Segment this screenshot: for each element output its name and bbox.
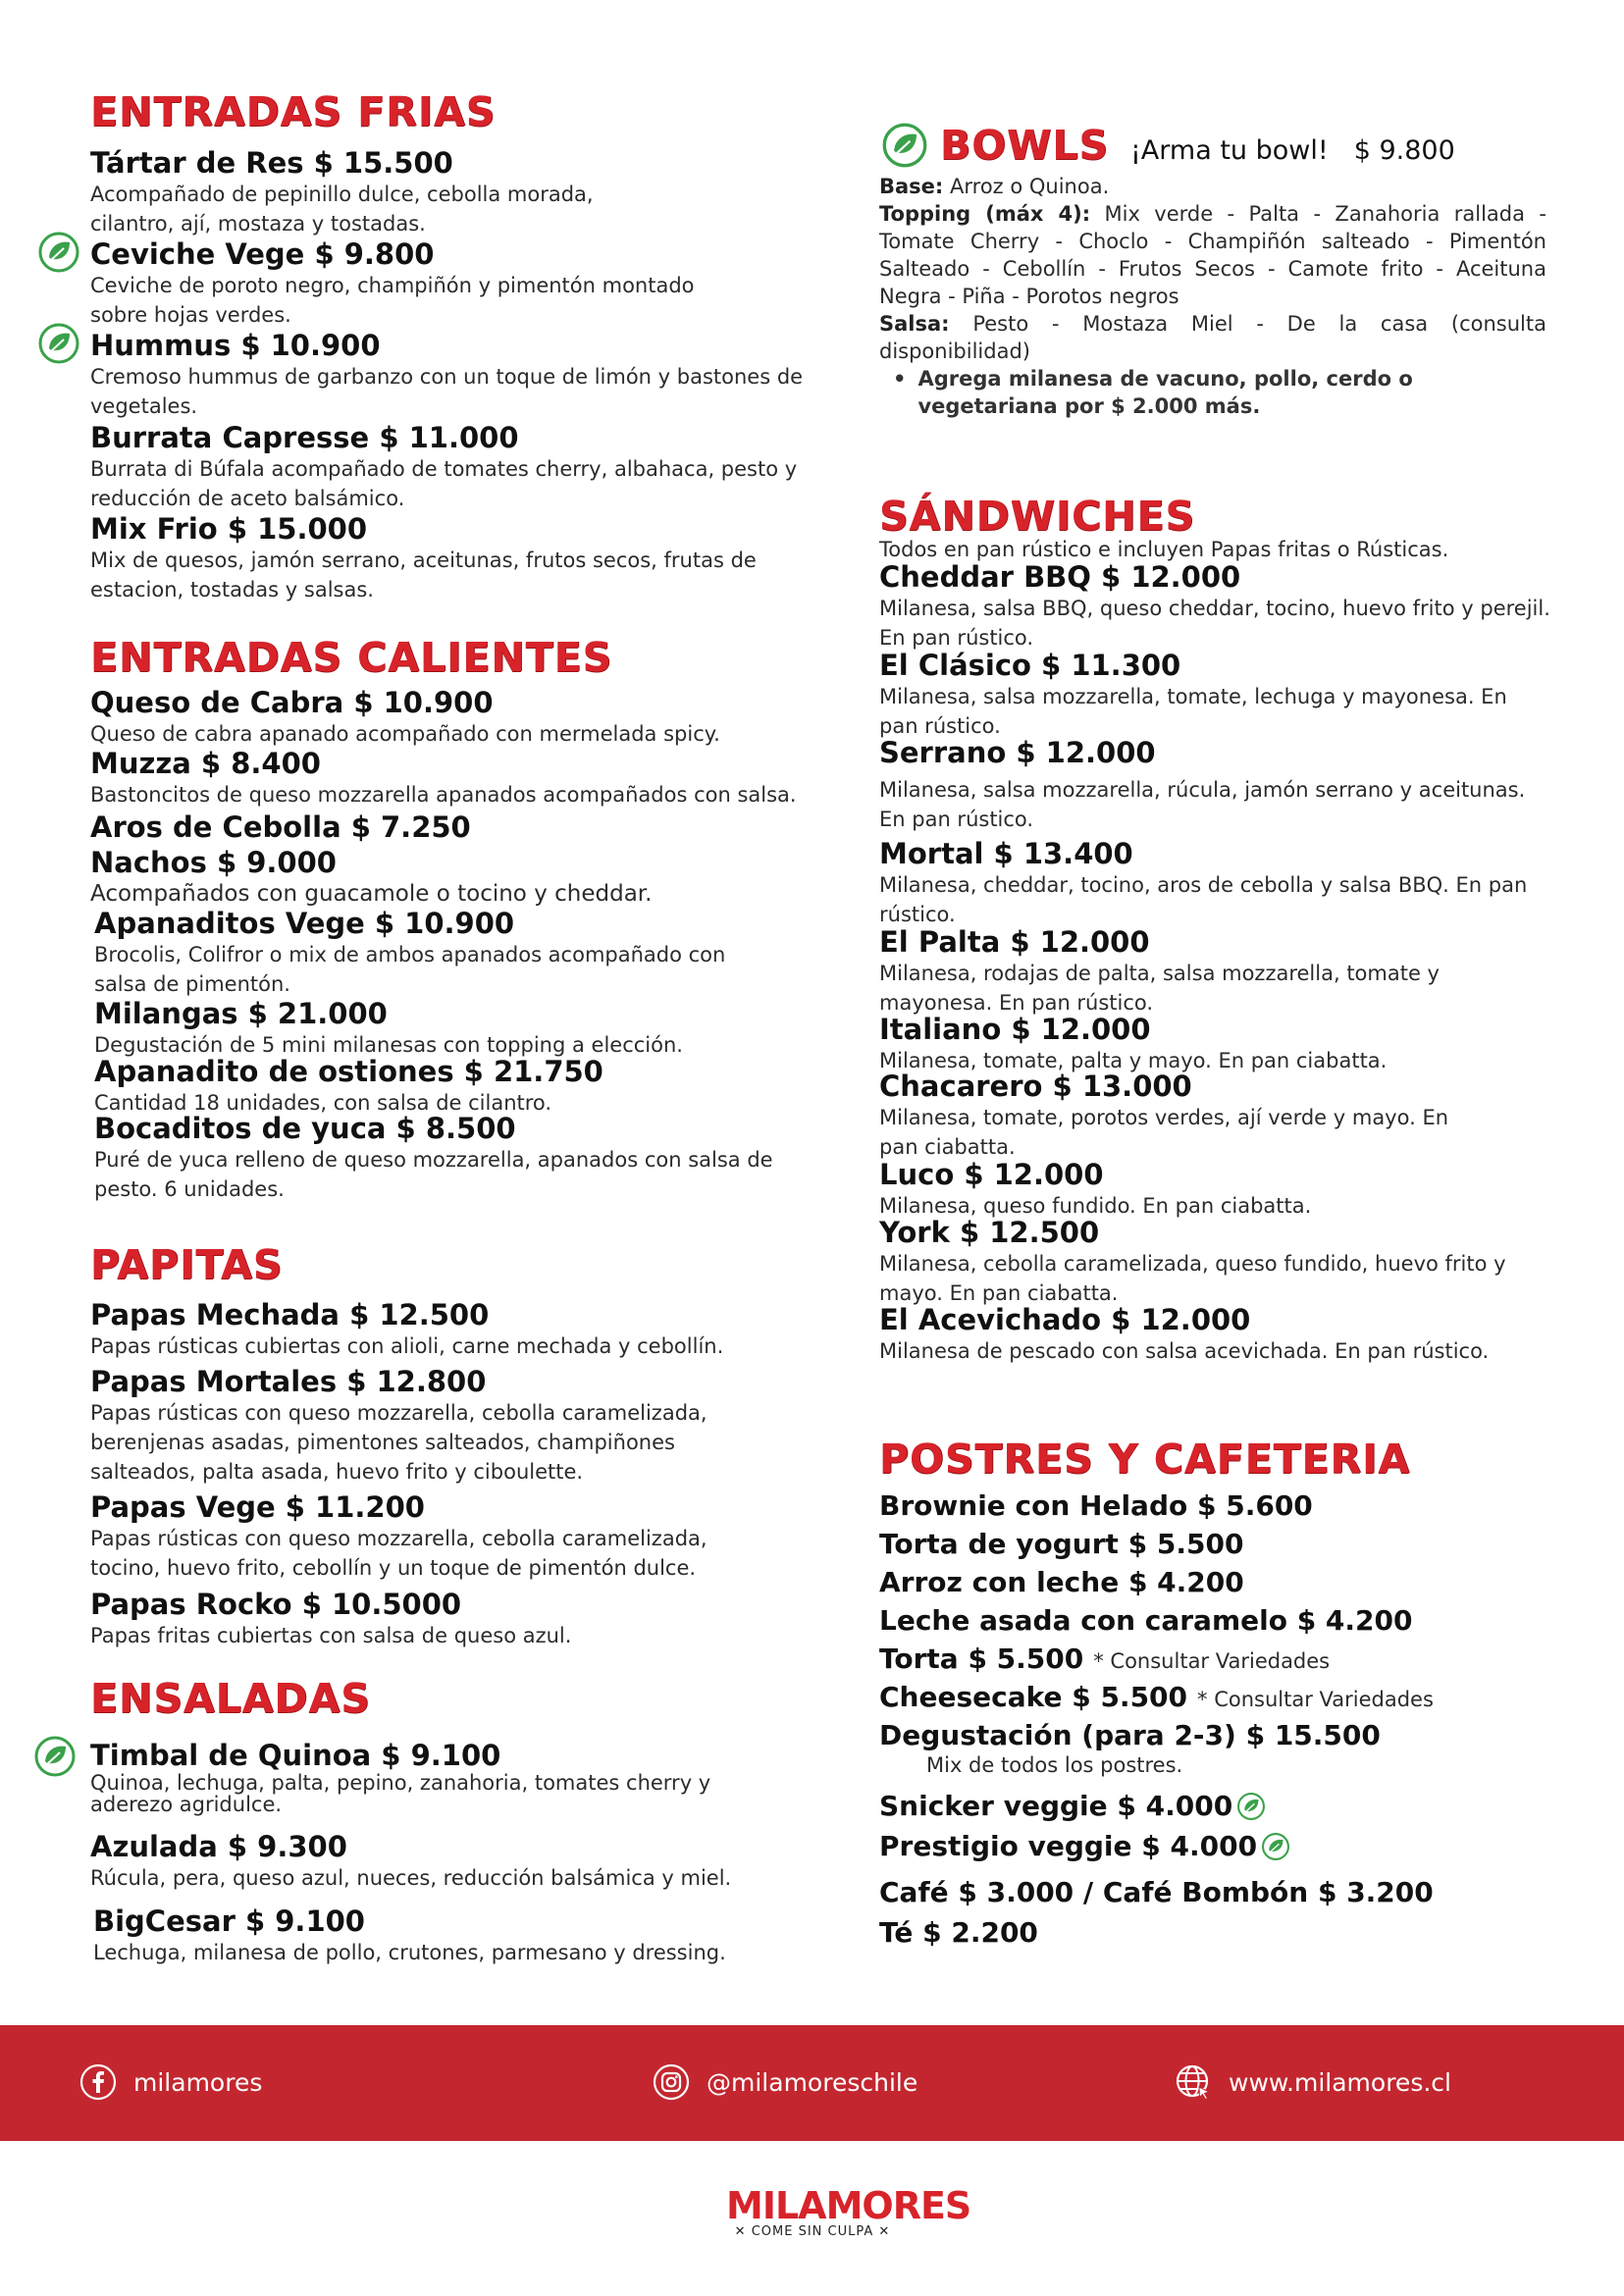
dessert-item <box>879 1528 1243 1560</box>
menu-item <box>94 908 732 999</box>
item-desc: Milanesa, salsa mozzarella, rúcula, jamón serrano y aceitunas. En pan rústico. <box>879 778 1526 831</box>
dessert-item <box>879 1719 1381 1751</box>
item-desc: Papas rústicas con queso mozzarella, cebolla caramelizada, berenjenas asadas, pimentones salteados, champiñones salteados, palta asada, huevo frito y ciboulette. <box>90 1401 707 1484</box>
bowls-price: $ 9.800 <box>1353 135 1455 166</box>
item-name: Ceviche Vege $ 9.800 <box>90 237 435 271</box>
item-name: Snicker veggie $ 4.000 <box>879 1790 1233 1822</box>
item-desc: Papas rústicas con queso mozzarella, cebolla caramelizada, tocino, huevo frito, cebollín y un toque de pimentón dulce. <box>90 1527 707 1580</box>
menu-item <box>90 1491 738 1583</box>
item-name: Papas Rocko $ 10.5000 <box>90 1588 462 1621</box>
logo-tagline <box>726 2225 899 2239</box>
section-title-postres: POSTRES Y CAFETERIA <box>879 1435 1411 1483</box>
menu-item <box>879 561 1566 652</box>
bowls-salsa-label: Salsa: <box>879 312 950 336</box>
item-desc: Burrata di Búfala acompañado de tomates cherry, albahaca, pesto y reducción de aceto balsámico. <box>90 457 798 510</box>
bowls-base-label: Base: <box>879 175 944 198</box>
item-name: Burrata Capresse $ 11.000 <box>90 421 519 454</box>
bowls-salsa <box>879 310 1546 365</box>
menu-item <box>90 1831 816 1893</box>
globe-icon <box>1174 2062 1213 2102</box>
dessert-item <box>879 1876 1434 1908</box>
menu-item <box>90 330 807 421</box>
section-title-entradas-calientes: ENTRADAS CALIENTES <box>90 634 613 681</box>
dessert-item <box>879 1681 1434 1713</box>
item-name: Nachos $ 9.000 <box>90 846 337 879</box>
menu-item <box>90 422 807 513</box>
menu-item <box>94 1113 811 1204</box>
item-desc: Milanesa, salsa mozzarella, tomate, lechuga y mayonesa. En pan rústico. <box>879 685 1507 738</box>
menu-item <box>90 1740 718 1815</box>
item-name: Torta de yogurt $ 5.500 <box>879 1528 1244 1560</box>
facebook-handle: milamores <box>133 2067 263 2097</box>
menu-item <box>879 1304 1566 1366</box>
item-name: BigCesar $ 9.100 <box>93 1905 365 1938</box>
logo-brand: MILAMORES <box>726 2184 971 2227</box>
vegetarian-leaf-icon <box>33 1735 77 1778</box>
item-name: El Palta $ 12.000 <box>879 925 1150 959</box>
menu-item <box>879 650 1527 741</box>
dessert-item <box>879 1489 1313 1522</box>
section-title-bowls: BOWLS <box>940 122 1109 169</box>
item-desc: Rúcula, pera, queso azul, nueces, reducción balsámica y miel. <box>90 1866 732 1890</box>
dessert-item <box>879 1830 1290 1862</box>
bowls-salsa-text: Pesto - Mostaza Miel - De la casa (consulta disponibilidad) <box>879 312 1546 363</box>
item-name: Aros de Cebolla $ 7.250 <box>90 810 471 844</box>
item-desc: Milanesa, rodajas de palta, salsa mozzarella, tomate y mayonesa. En pan rústico. <box>879 962 1440 1015</box>
item-desc: Degustación de 5 mini milanesas con topping a elección. <box>94 1033 683 1057</box>
dessert-item <box>879 1604 1413 1637</box>
item-name: Queso de Cabra $ 10.900 <box>90 686 494 719</box>
menu-item <box>879 1014 1556 1075</box>
item-desc: Milanesa, tomate, palta y mayo. En pan ciabatta. <box>879 1049 1388 1072</box>
item-name: Muzza $ 8.400 <box>90 747 321 780</box>
item-desc: Cantidad 18 unidades, con salsa de cilantro. <box>94 1091 552 1115</box>
dessert-item <box>879 1916 1038 1949</box>
item-name: Hummus $ 10.900 <box>90 329 381 362</box>
logo-tagline-text: COME SIN CULPA <box>751 2224 874 2239</box>
dessert-item <box>879 1790 1266 1822</box>
item-desc: Ceviche de poroto negro, champiñón y pimentón montado sobre hojas verdes. <box>90 274 695 327</box>
item-name: Chacarero $ 13.000 <box>879 1070 1192 1103</box>
item-desc: Milanesa, cebolla caramelizada, queso fundido, huevo frito y mayo. En pan ciabatta. <box>879 1252 1506 1305</box>
vegetarian-leaf-icon <box>1261 1832 1290 1861</box>
vegetarian-leaf-icon <box>37 322 80 365</box>
item-desc: Milanesa, salsa BBQ, queso cheddar, tocino, huevo frito y perejil. En pan rústico. <box>879 597 1550 650</box>
item-note: * Consultar Variedades <box>1197 1688 1434 1711</box>
bowls-subtitle: ¡Arma tu bowl! <box>1129 135 1329 166</box>
bullet-icon: • <box>893 367 907 391</box>
menu-item <box>90 147 659 238</box>
item-name: Papas Vege $ 11.200 <box>90 1490 425 1524</box>
sandwiches-intro: Todos en pan rústico e incluyen Papas fritas o Rústicas. <box>879 538 1449 561</box>
section-title-papitas: PAPITAS <box>90 1241 284 1288</box>
menu-item <box>90 748 836 809</box>
menu-item <box>879 838 1556 929</box>
website-url: www.milamores.cl <box>1229 2067 1451 2097</box>
item-name: Té $ 2.200 <box>879 1916 1038 1949</box>
item-name: Tártar de Res $ 15.500 <box>90 146 453 180</box>
item-name: Serrano $ 12.000 <box>879 736 1156 769</box>
vegetarian-leaf-icon <box>1236 1792 1266 1821</box>
menu-item <box>90 513 807 604</box>
bowls-header <box>940 122 1455 169</box>
menu-item <box>90 811 471 844</box>
degustacion-desc: Mix de todos los postres. <box>926 1753 1183 1777</box>
item-desc: Lechuga, milanesa de pollo, crutones, parmesano y dressing. <box>93 1941 726 1964</box>
menu-item <box>90 1366 728 1487</box>
dessert-item <box>879 1643 1330 1675</box>
menu-item <box>90 1589 816 1650</box>
website-link[interactable] <box>1174 2062 1451 2102</box>
bowls-extra-text: Agrega milanesa de vacuno, pollo, cerdo o vegetariana por $ 2.000 más. <box>917 367 1413 418</box>
item-name: Timbal de Quinoa $ 9.100 <box>90 1739 501 1772</box>
item-name: Italiano $ 12.000 <box>879 1013 1151 1046</box>
instagram-icon <box>652 2062 691 2102</box>
item-desc: Bastoncitos de queso mozzarella apanados acompañados con salsa. <box>90 783 797 807</box>
item-desc: Cremoso hummus de garbanzo con un toque de limón y bastones de vegetales. <box>90 365 804 418</box>
menu-item <box>90 1299 816 1361</box>
item-name: Luco $ 12.000 <box>879 1158 1104 1191</box>
item-desc: Acompañado de pepinillo dulce, cebolla morada, cilantro, ají, mostaza y tostadas. <box>90 183 594 235</box>
item-name: Apanaditos Vege $ 10.900 <box>94 907 515 940</box>
bowls-extra <box>893 365 1521 420</box>
item-name: Café $ 3.000 / Café Bombón $ 3.200 <box>879 1876 1434 1908</box>
section-title-ensaladas: ENSALADAS <box>90 1675 371 1722</box>
item-name: Cheddar BBQ $ 12.000 <box>879 560 1241 594</box>
item-name: El Acevichado $ 12.000 <box>879 1303 1251 1336</box>
item-name: Arroz con leche $ 4.200 <box>879 1566 1244 1598</box>
item-desc: Mix de quesos, jamón serrano, aceitunas, frutos secos, frutas de estacion, tostadas y salsas. <box>90 548 757 601</box>
item-name: Brownie con Helado $ 5.600 <box>879 1489 1313 1522</box>
facebook-link[interactable] <box>79 2062 262 2102</box>
item-name: Torta $ 5.500 <box>879 1643 1084 1675</box>
item-name: York $ 12.500 <box>879 1216 1100 1249</box>
item-desc: Papas rústicas cubiertas con alioli, carne mechada y cebollín. <box>90 1334 724 1358</box>
item-name: Papas Mechada $ 12.500 <box>90 1298 490 1331</box>
bowls-topping <box>879 200 1546 310</box>
menu-item <box>879 1159 1556 1221</box>
fork-knife-icon: ✕ <box>734 2224 747 2239</box>
bowls-base-text: Arroz o Quinoa. <box>950 175 1110 198</box>
item-desc: Papas fritas cubiertas con salsa de queso azul. <box>90 1624 572 1647</box>
item-desc: Quinoa, lechuga, palta, pepino, zanahoria, tomates cherry y aderezo agridulce. <box>90 1771 711 1816</box>
menu-item <box>94 998 820 1060</box>
item-name: Cheesecake $ 5.500 <box>879 1681 1188 1713</box>
menu-item <box>879 1070 1458 1162</box>
facebook-icon <box>79 2062 118 2102</box>
dessert-item <box>879 1566 1244 1598</box>
item-desc: Brocolis, Colifror o mix de ambos apanados acompañado con salsa de pimentón. <box>94 943 726 996</box>
item-note: * Consultar Variedades <box>1093 1649 1331 1673</box>
menu-item <box>93 1905 819 1967</box>
item-desc: Milanesa, tomate, porotos verdes, ají verde y mayo. En pan ciabatta. <box>879 1106 1449 1159</box>
menu-item <box>879 926 1507 1018</box>
item-name: Mix Frio $ 15.000 <box>90 512 367 546</box>
item-desc: Milanesa, cheddar, tocino, aros de cebolla y salsa BBQ. En pan rústico. <box>879 873 1528 926</box>
vegetarian-leaf-icon <box>37 231 80 274</box>
vegetarian-leaf-icon <box>881 122 928 169</box>
fork-knife-icon: ✕ <box>878 2224 891 2239</box>
item-name: Prestigio veggie $ 4.000 <box>879 1830 1258 1862</box>
section-title-entradas-frias: ENTRADAS FRIAS <box>90 88 497 135</box>
item-name: El Clásico $ 11.300 <box>879 649 1181 682</box>
item-name: Degustación (para 2-3) $ 15.500 <box>879 1719 1381 1751</box>
item-name: Apanadito de ostiones $ 21.750 <box>94 1055 603 1088</box>
instagram-handle: @milamoreschile <box>707 2067 918 2097</box>
milamores-logo <box>726 2184 971 2239</box>
menu-item <box>90 238 738 330</box>
item-name: Bocaditos de yuca $ 8.500 <box>94 1112 516 1145</box>
item-name: Mortal $ 13.400 <box>879 837 1133 870</box>
item-desc: Puré de yuca relleno de queso mozzarella, apanados con salsa de pesto. 6 unidades. <box>94 1148 773 1201</box>
menu-item <box>90 687 816 749</box>
menu-item <box>879 1217 1546 1308</box>
item-name: Leche asada con caramelo $ 4.200 <box>879 1604 1413 1637</box>
item-name: Milangas $ 21.000 <box>94 997 388 1030</box>
section-title-sandwiches: SÁNDWICHES <box>879 493 1196 540</box>
instagram-link[interactable] <box>652 2062 917 2102</box>
footer-bar <box>0 2025 1624 2141</box>
item-desc: Milanesa, queso fundido. En pan ciabatta. <box>879 1194 1312 1218</box>
menu-item <box>90 847 816 909</box>
menu-item <box>94 1056 820 1118</box>
bowls-topping-label: Topping (máx 4): <box>879 202 1091 226</box>
bowls-base <box>879 173 1546 200</box>
item-desc: Milanesa de pescado con salsa acevichada. En pan rústico. <box>879 1339 1490 1363</box>
item-desc: Acompañados con guacamole o tocino y cheddar. <box>90 881 653 907</box>
bowls-topping-text: Mix verde - Palta - Zanahoria rallada - Tomate Cherry - Choclo - Champiñón salteado - Pimentón Salteado - Cebollín - Frutos Secos - Camote frito - Aceituna Negra - Piña - Porotos negros <box>879 202 1546 308</box>
item-name: Azulada $ 9.300 <box>90 1830 347 1863</box>
item-desc: Queso de cabra apanado acompañado con mermelada spicy. <box>90 722 720 746</box>
item-name: Papas Mortales $ 12.800 <box>90 1365 487 1398</box>
menu-item <box>879 737 1556 834</box>
